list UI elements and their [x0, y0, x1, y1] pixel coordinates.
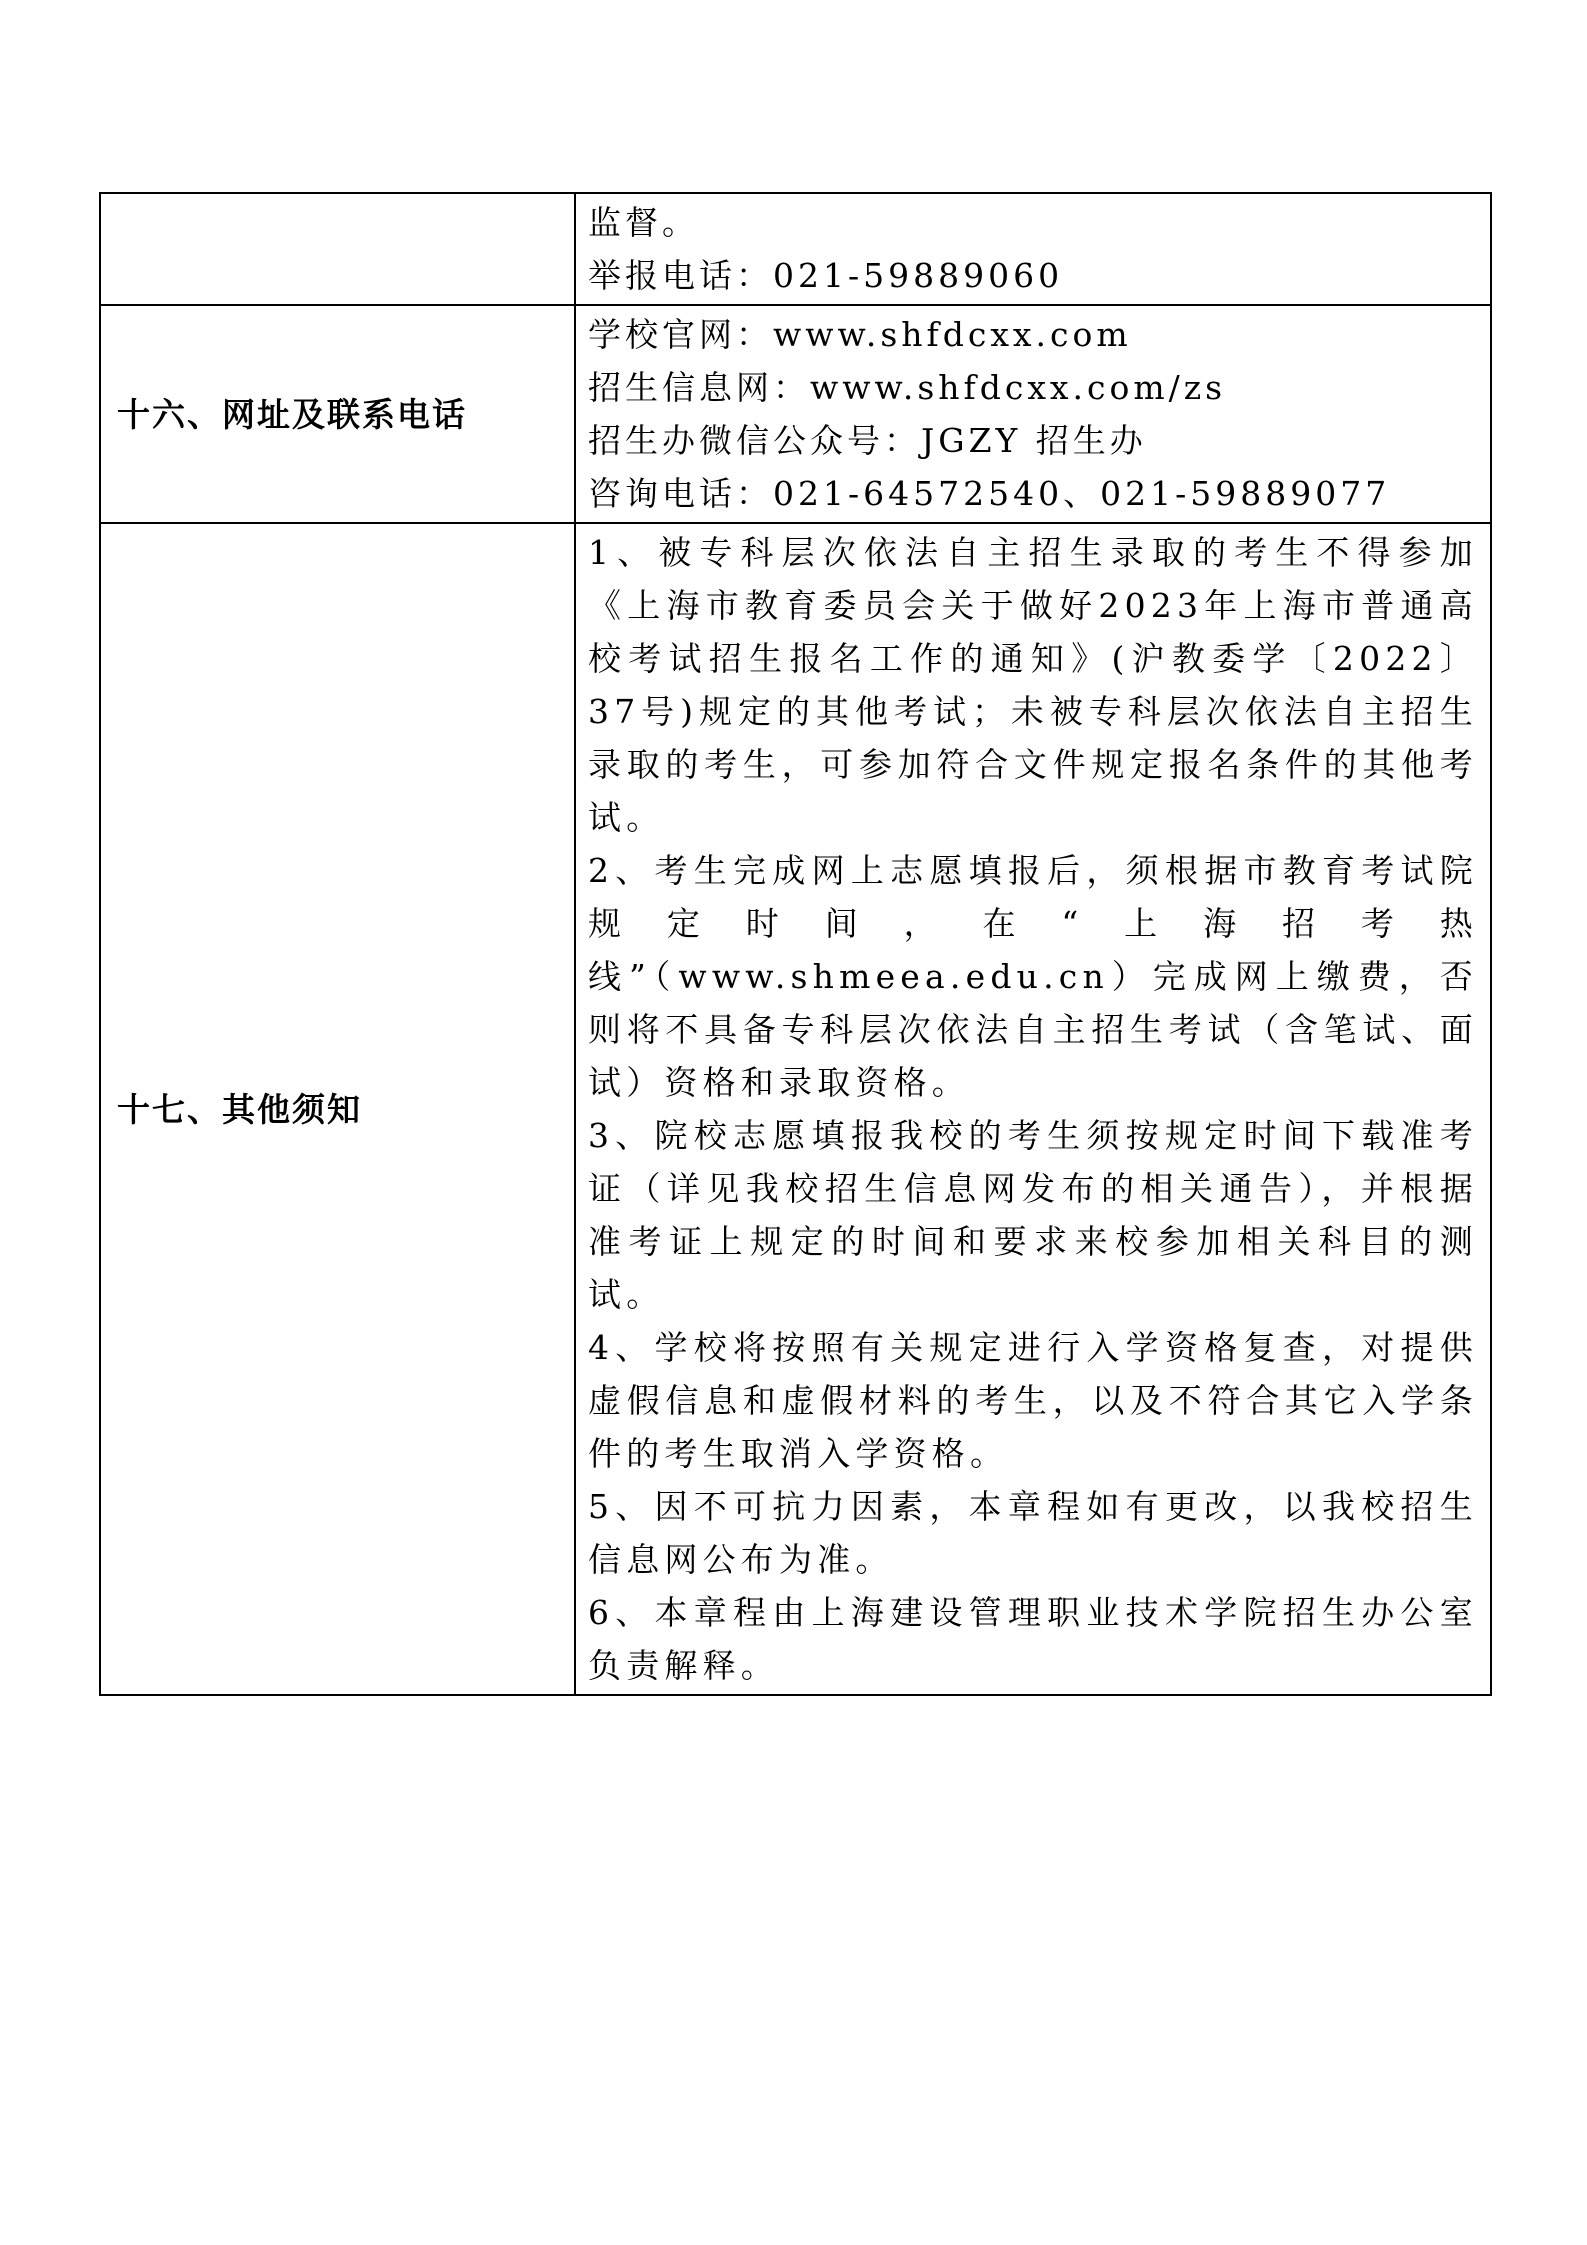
table-row-contact — [100, 305, 1491, 523]
row-label-notes: 十七、其他须知 — [100, 523, 575, 1695]
text-line: 监督。 — [588, 203, 699, 242]
note-item: 4、学校将按照有关规定进行入学资格复查，对提供虚假信息和虚假材料的考生，以及不符合其它入学条件的考生取消入学资格。 — [588, 1328, 1478, 1473]
info-table — [99, 192, 1492, 1696]
row-content-notes — [575, 523, 1491, 1695]
row-label-contact: 十六、网址及联系电话 — [100, 305, 575, 523]
consult-phone: 咨询电话：021-64572540、021-59889077 — [588, 474, 1391, 513]
admission-website: 招生信息网：www.shfdcxx.com/zs — [588, 368, 1227, 407]
wechat-account: 招生办微信公众号：JGZY 招生办 — [588, 421, 1147, 460]
table-row-notes — [100, 523, 1491, 1695]
row-label-empty — [100, 193, 575, 305]
note-item: 3、院校志愿填报我校的考生须按规定时间下载准考证（详见我校招生信息网发布的相关通告），并根据准考证上规定的时间和要求来校参加相关科目的测试。 — [588, 1116, 1478, 1314]
report-phone: 举报电话：021-59889060 — [588, 256, 1064, 295]
note-item: 5、因不可抗力因素，本章程如有更改，以我校招生信息网公布为准。 — [588, 1487, 1478, 1579]
note-item: 6、本章程由上海建设管理职业技术学院招生办公室负责解释。 — [588, 1593, 1478, 1685]
row-content-supervision — [575, 193, 1491, 305]
row-content-contact — [575, 305, 1491, 523]
table-row-supervision — [100, 193, 1491, 305]
school-website: 学校官网：www.shfdcxx.com — [588, 315, 1132, 354]
note-item: 1、被专科层次依法自主招生录取的考生不得参加《上海市教育委员会关于做好2023年上海市普通高校考试招生报名工作的通知》(沪教委学〔2022〕37号)规定的其他考试；未被专科层次依法自主招生录取的考生，可参加符合文件规定报名条件的其他考试。 — [588, 533, 1478, 837]
note-item: 2、考生完成网上志愿填报后，须根据市教育考试院规定时间，在“上海招考热线”（www.shmeea.edu.cn）完成网上缴费，否则将不具备专科层次依法自主招生考试（含笔试、面试）资格和录取资格。 — [588, 851, 1478, 1102]
